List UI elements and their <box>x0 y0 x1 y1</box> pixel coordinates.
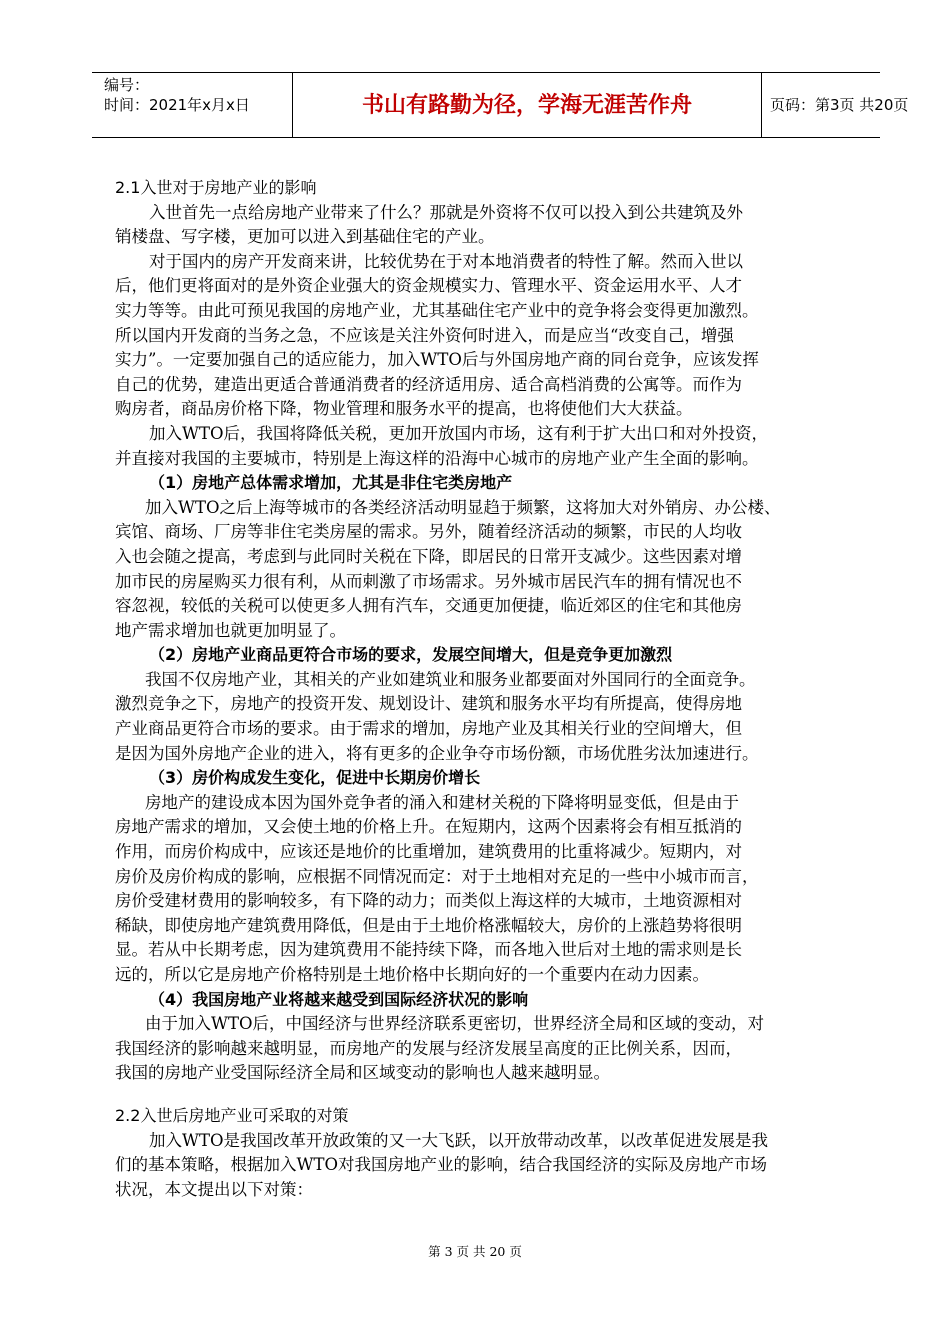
paragraph-line: 入世首先一点给房地产业带来了什么？那就是外资将不仅可以投入到公共建筑及外 <box>149 202 743 222</box>
paragraph-line: 稀缺，即使房地产建筑费用降低，但是由于土地价格涨幅较大，房价的上涨趋势将很明 <box>115 915 742 935</box>
time-label: 时间：2021年x月x日 <box>104 96 250 114</box>
paragraph-line: 作用，而房价构成中，应该还是地价的比重增加，建筑费用的比重将减少。短期内，对 <box>115 842 742 862</box>
paragraph-line: 激烈竞争之下，房地产的投资开发、规划设计、建筑和服务水平均有所提高，使得房地 <box>115 694 742 714</box>
section-title: 2.1入世对于房地产业的影响 <box>115 178 317 197</box>
paragraph-line: 我国的房地产业受国际经济全局和区域变动的影响也人越来越明显。 <box>115 1063 610 1083</box>
section-gap <box>115 1086 863 1104</box>
paragraph-line: 自己的优势，建造出更适合普通消费者的经济适用房、适合高档消费的公寓等。而作为 <box>115 374 742 394</box>
subheading: （4）我国房地产业将越来越受到国际经济状况的影响 <box>149 989 529 1009</box>
subheading: （2）房地产业商品更符合市场的要求，发展空间增大，但是竞争更加激烈 <box>149 645 673 665</box>
paragraph-line: 所以国内开发商的当务之急，不应该是关注外资何时进入，而是应当“改变自己，增强 <box>115 325 734 345</box>
paragraph-line: 们的基本策略，根据加入WTO对我国房地产业的影响，结合我国经济的实际及房地产市场 <box>115 1155 767 1175</box>
subheading: （1）房地产总体需求增加，尤其是非住宅类房地产 <box>149 473 513 493</box>
paragraph-line: 加入WTO之后上海等城市的各类经济活动明显趋于频繁，这将加大对外销房、办公楼、 <box>145 497 781 517</box>
paragraph-line: 由于加入WTO后，中国经济与世界经济联系更密切，世界经济全局和区域的变动，对 <box>145 1014 764 1034</box>
paragraph-line: 实力等等。由此可预见我国的房地产业，尤其基础住宅产业中的竞争将会变得更加激烈。 <box>115 300 759 320</box>
paragraph-line: 房地产的建设成本因为国外竞争者的涌入和建材关税的下降将明显变低，但是由于 <box>145 792 739 812</box>
paragraph-line: 对于国内的房产开发商来讲，比较优势在于对本地消费者的特性了解。然而入世以 <box>149 251 743 271</box>
paragraph-line: 后，他们更将面对的是外资企业强大的资金规模实力、管理水平、资金运用水平、人才 <box>115 276 742 296</box>
paragraph-line: 我国经济的影响越来越明显，而房地产的发展与经济发展呈高度的正比例关系，因而， <box>115 1038 742 1058</box>
document-body <box>115 176 863 1202</box>
paragraph-line: 加入WTO是我国改革开放政策的又一大飞跃，以开放带动改革，以改革促进发展是我 <box>149 1130 768 1150</box>
number-label: 编号： <box>104 76 150 94</box>
header-motto-cell <box>292 73 762 137</box>
section-title: 2.2入世后房地产业可采取的对策 <box>115 1105 349 1125</box>
paragraph-line: 并直接对我国的主要城市，特别是上海这样的沿海中心城市的房地产业产生全面的影响。 <box>115 448 759 468</box>
paragraph-line: 购房者，商品房价格下降，物业管理和服务水平的提高，也将使他们大大获益。 <box>115 399 693 419</box>
paragraph-line: 宾馆、商场、厂房等非住宅类房屋的需求。另外，随着经济活动的频繁，市民的人均收 <box>115 522 742 542</box>
paragraph-line: 状况，本文提出以下对策： <box>115 1179 313 1199</box>
paragraph-line: 加市民的房屋购买力很有利，从而刺激了市场需求。另外城市居民汽车的拥有情况也不 <box>115 571 742 591</box>
paragraph-line: 房价受建材费用的影响较多，有下降的动力；而类似上海这样的大城市，土地资源相对 <box>115 891 742 911</box>
paragraph-line: 容忽视，较低的关税可以使更多人拥有汽车，交通更加便捷，临近郊区的住宅和其他房 <box>115 596 742 616</box>
paragraph-line: 地产需求增加也就更加明显了。 <box>115 620 346 640</box>
paragraph-line: 产业商品更符合市场的要求。由于需求的增加，房地产业及其相关行业的空间增大，但 <box>115 719 742 739</box>
motto: 书山有路勤为径，学海无涯苦作舟 <box>361 93 692 118</box>
paragraph-line: 房价及房价构成的影响，应根据不同情况而定：对于土地相对充足的一些中小城市而言， <box>115 866 759 886</box>
paragraph-line: 入也会随之提高，考虑到与此同时关税在下降，即居民的日常开支减少。这些因素对增 <box>115 546 742 566</box>
paragraph-line: 显。若从中长期考虑，因为建筑费用不能持续下降，而各地入世后对土地的需求则是长 <box>115 940 742 960</box>
page-label: 页码：第3页 共20页 <box>770 96 909 114</box>
paragraph-line: 销楼盘、写字楼，更加可以进入到基础住宅的产业。 <box>115 227 495 247</box>
header-right-cell <box>760 73 909 137</box>
subheading: （3）房价构成发生变化，促进中长期房价增长 <box>149 768 481 788</box>
paragraph-line: 加入WTO后，我国将降低关税，更加开放国内市场，这有利于扩大出口和对外投资， <box>149 423 768 443</box>
page-header <box>92 72 909 138</box>
paragraph-line: 是因为国外房地产企业的进入，将有更多的企业争夺市场份额，市场优胜劣汰加速进行。 <box>115 743 759 763</box>
paragraph-line: 我国不仅房地产业，其相关的产业如建筑业和服务业都要面对外国同行的全面竞争。 <box>145 669 756 689</box>
page-footer: 第 3 页 共 20 页 <box>428 1244 522 1259</box>
paragraph-line: 实力”。一定要加强自己的适应能力，加入WTO后与外国房地产商的同台竞争，应该发挥 <box>115 350 759 370</box>
paragraph-line: 远的，所以它是房地产价格特别是土地价格中长期向好的一个重要内在动力因素。 <box>115 965 709 984</box>
header-left-cell <box>92 73 292 137</box>
paragraph-line: 房地产需求的增加，又会使土地的价格上升。在短期内，这两个因素将会有相互抵消的 <box>115 817 742 837</box>
